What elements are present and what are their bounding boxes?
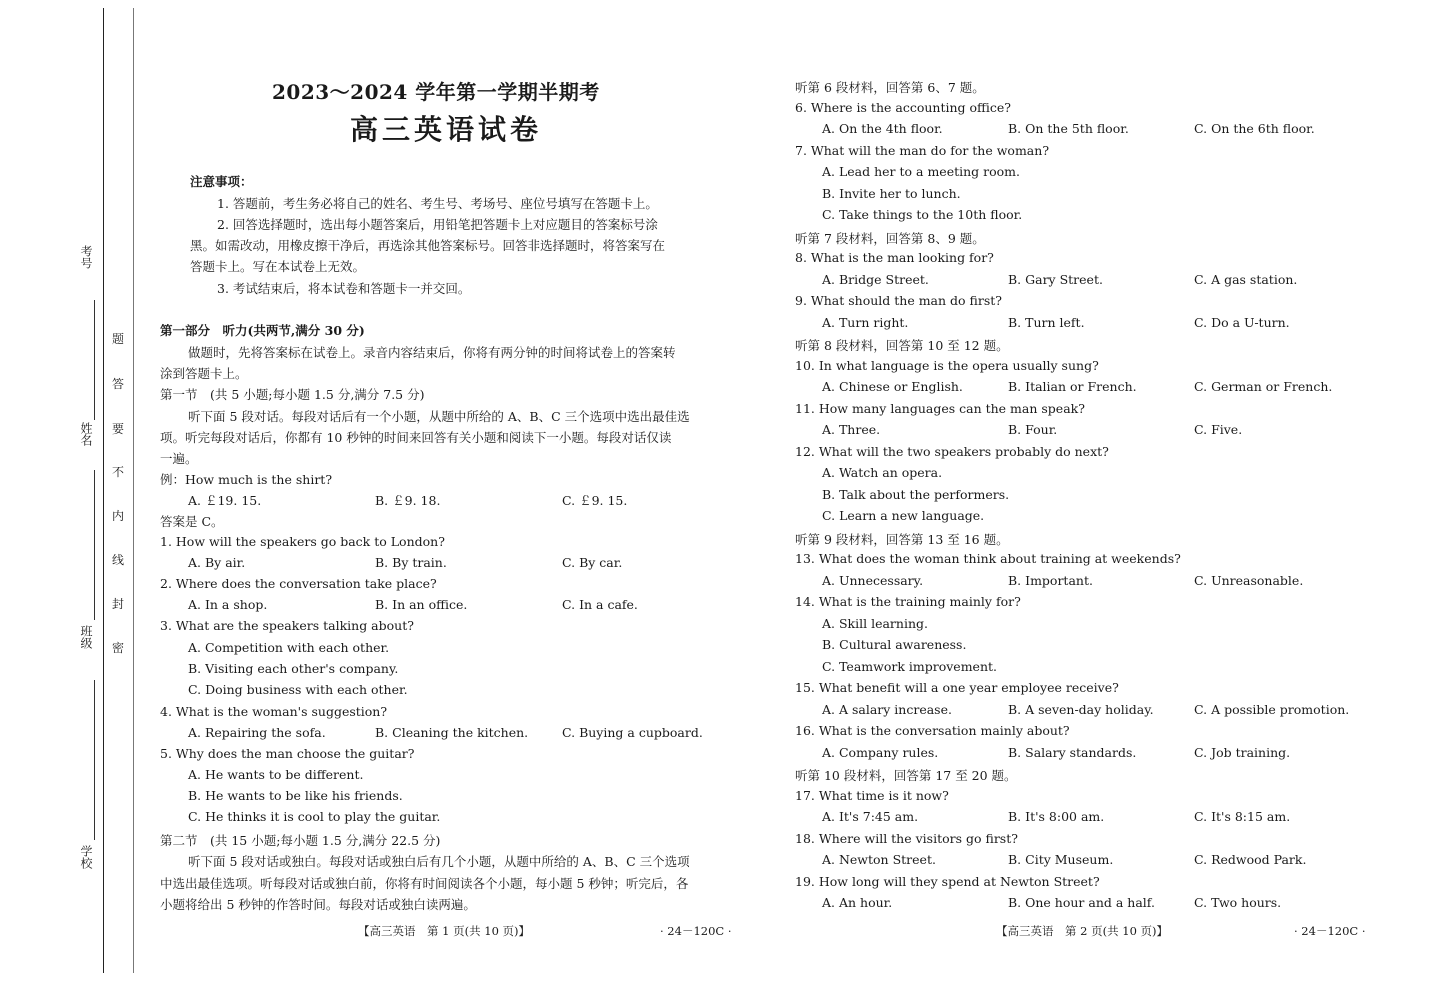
- page2-footer-right: · 24－120C ·: [1294, 924, 1366, 938]
- option: C. It's 8:15 am.: [1194, 809, 1291, 824]
- option: B. A seven-day holiday.: [1008, 701, 1154, 717]
- question: 10. In what language is the opera usually sung?: [795, 357, 1099, 373]
- option: C. Unreasonable.: [1194, 572, 1304, 588]
- option-5a: A. He wants to be different.: [188, 767, 364, 782]
- option: A. On the 4th floor.: [822, 121, 943, 136]
- option: B. Salary standards.: [1008, 744, 1137, 760]
- option: A. Company rules.: [822, 744, 939, 760]
- option: A. Skill learning.: [822, 615, 928, 631]
- material-heading: 听第 6 段材料，回答第 6、7 题。: [795, 80, 985, 95]
- seal-char: 答: [112, 377, 125, 391]
- notice-line: 答题卡上。写在本试卷上无效。: [190, 259, 366, 274]
- section2-intro-line: 小题将给出 5 秒钟的作答时间。每段对话或独白读两遍。: [160, 897, 476, 912]
- seal-char: 题: [112, 332, 125, 346]
- option: B. Talk about the performers.: [822, 486, 1010, 502]
- question-2: 2. Where does the conversation take place?: [160, 576, 437, 591]
- section2-intro-line: 中选出最佳选项。听每段对话或独白前，你将有时间阅读各个小题，每小题 5 秒钟；听完后，各: [160, 876, 689, 891]
- question: 9. What should the man do first?: [795, 293, 1002, 308]
- option-2b: B. In an office.: [375, 597, 468, 612]
- option: B. Important.: [1008, 572, 1093, 588]
- option-3b: B. Visiting each other's company.: [188, 661, 399, 676]
- option: B. Turn left.: [1008, 314, 1085, 330]
- seal-line: [133, 8, 134, 973]
- option: C. Redwood Park.: [1194, 852, 1307, 867]
- example-option-c: C. ￡9. 15.: [562, 493, 628, 508]
- option: C. A possible promotion.: [1194, 701, 1350, 717]
- option: A. Newton Street.: [822, 852, 936, 867]
- question: 12. What will the two speakers probably do next?: [795, 443, 1109, 459]
- seal-char: 密: [112, 641, 125, 655]
- option-1c: C. By car.: [562, 555, 623, 570]
- option-1a: A. By air.: [188, 555, 246, 570]
- material-heading: 听第 7 段材料，回答第 8、9 题。: [795, 230, 985, 246]
- notice-line: 1. 答题前，考生务必将自己的姓名、考生号、考场号、座位号填写在答题卡上。: [217, 196, 658, 211]
- part1-heading: 第一部分 听力(共两节,满分 30 分): [160, 323, 365, 338]
- option: C. Two hours.: [1194, 895, 1282, 910]
- option: A. Watch an opera.: [822, 465, 943, 480]
- option-4b: B. Cleaning the kitchen.: [375, 725, 529, 740]
- option: C. Teamwork improvement.: [822, 658, 997, 674]
- option: B. One hour and a half.: [1008, 895, 1155, 910]
- field-school-label: 学校: [79, 845, 93, 869]
- option: B. Invite her to lunch.: [822, 185, 961, 201]
- option: A. It's 7:45 am.: [822, 809, 919, 824]
- option: C. Five.: [1194, 422, 1243, 437]
- option: A. A salary increase.: [822, 701, 952, 717]
- question-4: 4. What is the woman's suggestion?: [160, 704, 388, 719]
- field-name-label: 姓名: [79, 422, 93, 446]
- example-option-b: B. ￡9. 18.: [375, 493, 441, 508]
- field-class-line: [94, 680, 95, 840]
- question: 7. What will the man do for the woman?: [795, 142, 1050, 158]
- option-5b: B. He wants to be like his friends.: [188, 788, 403, 803]
- seal-char: 要: [112, 422, 125, 436]
- option: B. Cultural awareness.: [822, 637, 967, 652]
- option: C. On the 6th floor.: [1194, 121, 1315, 136]
- option-2a: A. In a shop.: [188, 597, 268, 612]
- section1-intro-line: 听下面 5 段对话。每段对话后有一个小题，从题中所给的 A、B、C 三个选项中选出最佳选: [188, 409, 690, 424]
- option: C. Take things to the 10th floor.: [822, 207, 1023, 222]
- section2-intro-line: 听下面 5 段对话或独白。每段对话或独白后有几个小题，从题中所给的 A、B、C 三个选项: [188, 854, 690, 869]
- section2-heading: 第二节 (共 15 小题;每小题 1.5 分,满分 22.5 分): [160, 833, 441, 848]
- option: A. Lead her to a meeting room.: [822, 164, 1020, 179]
- option: B. City Museum.: [1008, 852, 1114, 867]
- part1-intro-line: 做题时，先将答案标在试卷上。录音内容结束后，你将有两分钟的时间将试卷上的答案转: [188, 345, 676, 360]
- option: A. Bridge Street.: [822, 271, 929, 287]
- option: A. Three.: [822, 422, 881, 437]
- material-heading: 听第 8 段材料，回答第 10 至 12 题。: [795, 338, 1009, 353]
- exam-title: 2023～2024 学年第一学期半期考: [272, 80, 600, 104]
- option: A. Turn right.: [822, 314, 909, 330]
- section1-intro-line: 一遍。: [160, 451, 198, 466]
- option: C. German or French.: [1194, 379, 1333, 394]
- option: A. Chinese or English.: [822, 379, 963, 394]
- seal-char: 不: [112, 465, 125, 479]
- seal-char: 封: [112, 597, 125, 611]
- question: 13. What does the woman think about training at weekends?: [795, 551, 1181, 566]
- notice-line: 3. 考试结束后，将本试卷和答题卡一并交回。: [217, 281, 471, 296]
- field-exam-number-label: 考号: [79, 245, 93, 269]
- option: B. On the 5th floor.: [1008, 121, 1129, 136]
- question: 11. How many languages can the man speak?: [795, 400, 1085, 416]
- option: C. Job training.: [1194, 744, 1291, 760]
- page1-footer-right: · 24－120C ·: [660, 924, 732, 938]
- question: 19. How long will they spend at Newton Street?: [795, 873, 1100, 889]
- page1-footer-left: 【高三英语 第 1 页(共 10 页)】: [358, 924, 531, 938]
- notice-heading: 注意事项：: [190, 174, 253, 189]
- question-1: 1. How will the speakers go back to London?: [160, 534, 445, 549]
- example-question: 例：How much is the shirt?: [160, 472, 333, 487]
- material-heading: 听第 9 段材料，回答第 13 至 16 题。: [795, 531, 1009, 547]
- option-4c: C. Buying a cupboard.: [562, 725, 703, 740]
- question: 6. Where is the accounting office?: [795, 99, 1012, 115]
- option: B. Four.: [1008, 422, 1058, 437]
- option: B. It's 8:00 am.: [1008, 809, 1105, 824]
- example-answer: 答案是 C。: [160, 514, 224, 529]
- exam-subtitle: 高三英语试卷: [350, 113, 543, 146]
- field-name-line: [94, 470, 95, 620]
- option: C. A gas station.: [1194, 271, 1298, 287]
- seal-char: 线: [112, 553, 125, 567]
- option-3a: A. Competition with each other.: [188, 640, 390, 655]
- question: 16. What is the conversation mainly about?: [795, 723, 1070, 738]
- notice-line: 2. 回答选择题时，选出每小题答案后，用铅笔把答题卡上对应题目的答案标号涂: [217, 217, 658, 232]
- question-3: 3. What are the speakers talking about?: [160, 618, 414, 633]
- option-3c: C. Doing business with each other.: [188, 682, 408, 697]
- question: 18. Where will the visitors go first?: [795, 830, 1018, 846]
- example-option-a: A. ￡19. 15.: [188, 493, 262, 508]
- option: C. Learn a new language.: [822, 508, 985, 523]
- material-heading: 听第 10 段材料，回答第 17 至 20 题。: [795, 768, 1017, 783]
- option-5c: C. He thinks it is cool to play the guitar.: [188, 809, 441, 824]
- binding-margin-line: [103, 8, 104, 973]
- question-5: 5. Why does the man choose the guitar?: [160, 746, 415, 761]
- option: B. Italian or French.: [1008, 379, 1137, 394]
- question: 17. What time is it now?: [795, 787, 949, 803]
- option-2c: C. In a cafe.: [562, 597, 638, 612]
- part1-intro-line: 涂到答题卡上。: [160, 366, 248, 381]
- question: 15. What benefit will a one year employee receive?: [795, 680, 1119, 695]
- option-1b: B. By train.: [375, 555, 447, 570]
- option: C. Do a U-turn.: [1194, 314, 1290, 330]
- field-exam-number-line: [94, 300, 95, 420]
- option: A. Unnecessary.: [822, 572, 924, 588]
- question: 8. What is the man looking for?: [795, 250, 994, 265]
- option-4a: A. Repairing the sofa.: [188, 725, 326, 740]
- option: A. An hour.: [822, 895, 893, 910]
- page2-footer-left: 【高三英语 第 2 页(共 10 页)】: [996, 924, 1169, 938]
- seal-char: 内: [112, 509, 125, 523]
- section1-heading: 第一节 (共 5 小题;每小题 1.5 分,满分 7.5 分): [160, 387, 425, 402]
- field-class-label: 班级: [79, 625, 93, 649]
- notice-line: 黑。如需改动，用橡皮擦干净后，再选涂其他答案标号。回答非选择题时，将答案写在: [190, 238, 666, 253]
- option: B. Gary Street.: [1008, 271, 1103, 287]
- section1-intro-line: 项。听完每段对话后，你都有 10 秒钟的时间来回答有关小题和阅读下一小题。每段对话仅读: [160, 430, 672, 445]
- question: 14. What is the training mainly for?: [795, 594, 1021, 609]
